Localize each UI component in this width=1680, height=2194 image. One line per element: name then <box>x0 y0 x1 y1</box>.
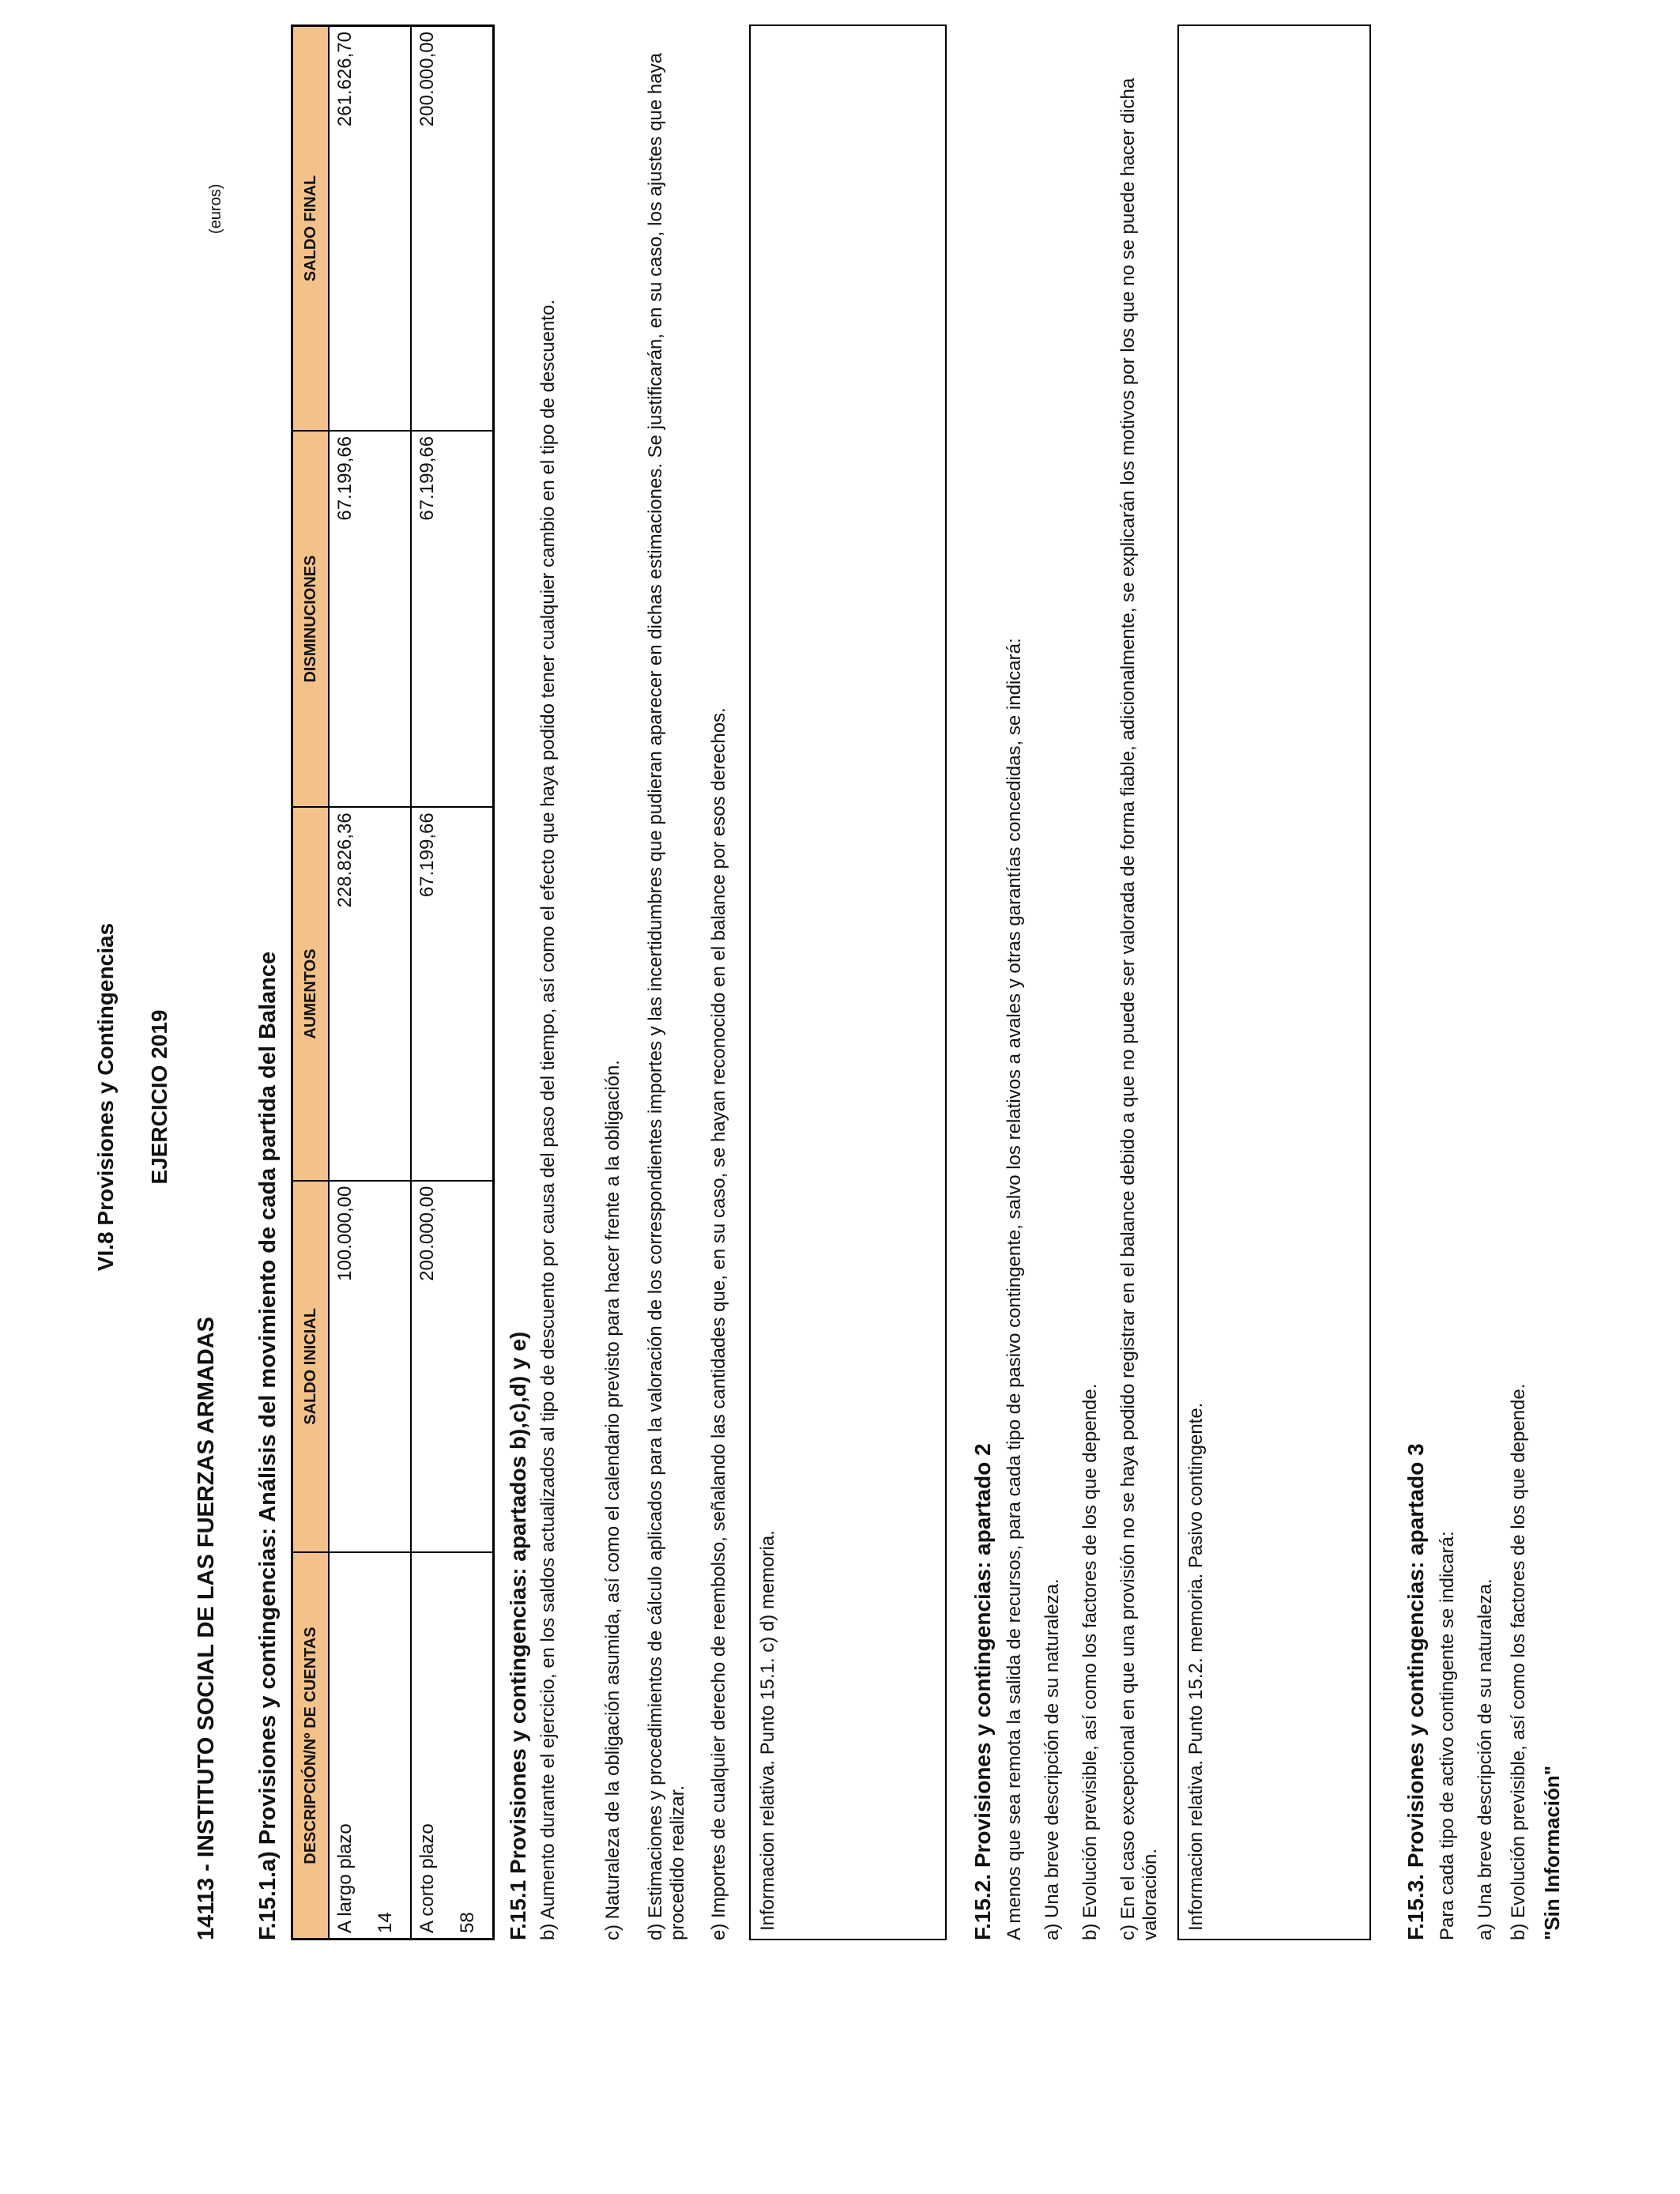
item-c-text: c) En el caso excepcional en que una provisión no se haya podido registrar en el balance debido a que no puede ser valorada de forma fiable, adicionalmente, se explicarán los motivos por los que no se puede hacer dicha valoración. <box>1117 77 1161 1940</box>
info-box-15-1: Informacion relativa. Punto 15.1. c) d) memoria. <box>749 25 947 1940</box>
item-b-text: b) Evolución previsible, así como los factores de los que depende. <box>1079 1383 1101 1940</box>
item-b-text: b) Evolución previsible, así como los factores de los que depende. <box>1508 1383 1529 1940</box>
info-box-15-2: Informacion relativa. Punto 15.2. memoria. Pasivo contingente. <box>1177 25 1371 1940</box>
section-a-title: F.15.1.a) Provisiones y contingencias: Análisis del movimiento de cada partida del Balance <box>255 951 281 1940</box>
row-account-code: 14 <box>370 1552 411 1939</box>
section-3-title: F.15.3. Provisiones y contingencias: apartado 3 <box>1403 1443 1428 1940</box>
item-c-text: c) Naturaleza de la obligación asumida, así como el calendario previsto para hacer frente a la obligación. <box>602 1060 623 1940</box>
cell-aumentos: 67.199,66 <box>411 807 494 1180</box>
table-row <box>329 26 370 1940</box>
currency-unit: (euros) <box>207 183 224 234</box>
no-information-note: "Sin Información" <box>1540 1765 1564 1940</box>
col-header-description: DESCRIPCIÓN/Nº DE CUENTAS <box>292 1552 330 1939</box>
section-2-intro: A menos que sea remota la salida de recursos, para cada tipo de pasivo contingente, salvo los relativos a avales y otras garantías concedidas, se indicará: <box>1004 638 1025 1940</box>
section-3-intro: Para cada tipo de activo contingente se indicará: <box>1437 1531 1458 1940</box>
cell-aumentos: 228.826,36 <box>329 807 411 1180</box>
item-e-text: e) Importes de cualquier derecho de reembolso, señalando las cantidades que, en su caso, se hayan reconocido en el balance por esos derechos. <box>708 707 729 1940</box>
table-header-row <box>292 26 330 1940</box>
row-description: A corto plazo <box>411 1552 452 1939</box>
cell-saldo-final: 261.626,70 <box>329 26 411 431</box>
item-d-text: d) Estimaciones y procedimientos de cálculo aplicados para la valoración de los correspondientes importes y las incertidumbres que pudieran aparecer en dichas estimaciones. Se justificarán, en su caso, los ajustes que haya procedido realizar. <box>645 53 688 1940</box>
row-account-code: 58 <box>452 1552 494 1939</box>
table-row <box>411 26 452 1940</box>
cell-saldo-inicial: 100.000,00 <box>329 1181 411 1552</box>
section-b-title: F.15.1 Provisiones y contingencias: apartados b),c),d) y e) <box>506 1331 530 1940</box>
item-a-text: a) Una breve descripción de su naturaleza. <box>1475 1578 1496 1940</box>
provisions-movement-table <box>291 25 495 1940</box>
col-header-saldo-inicial: SALDO INICIAL <box>292 1181 330 1552</box>
page-title: VI.8 Provisiones y Contingencias <box>93 922 118 1272</box>
cell-disminuciones: 67.199,66 <box>329 431 411 807</box>
item-a-text: a) Una breve descripción de su naturaleza. <box>1042 1578 1063 1940</box>
col-header-saldo-final: SALDO FINAL <box>292 26 330 431</box>
item-b-text: b) Aumento durante el ejercicio, en los saldos actualizados al tipo de descuento por causa del paso del tiempo, así como el efecto que haya podido tener cualquier cambio en el tipo de descuento. <box>537 300 559 1940</box>
cell-saldo-inicial: 200.000,00 <box>411 1181 494 1552</box>
section-2-title: F.15.2. Provisiones y contingencias: apartado 2 <box>970 1443 995 1940</box>
col-header-aumentos: AUMENTOS <box>292 807 330 1180</box>
col-header-disminuciones: DISMINUCIONES <box>292 431 330 807</box>
row-description: A largo plazo <box>329 1552 370 1939</box>
cell-disminuciones: 67.199,66 <box>411 431 494 807</box>
fiscal-year: EJERCICIO 2019 <box>147 1009 171 1185</box>
entity-name: 14113 - INSTITUTO SOCIAL DE LAS FUERZAS ARMADAS <box>194 1316 219 1940</box>
cell-saldo-final: 200.000,00 <box>411 26 494 431</box>
